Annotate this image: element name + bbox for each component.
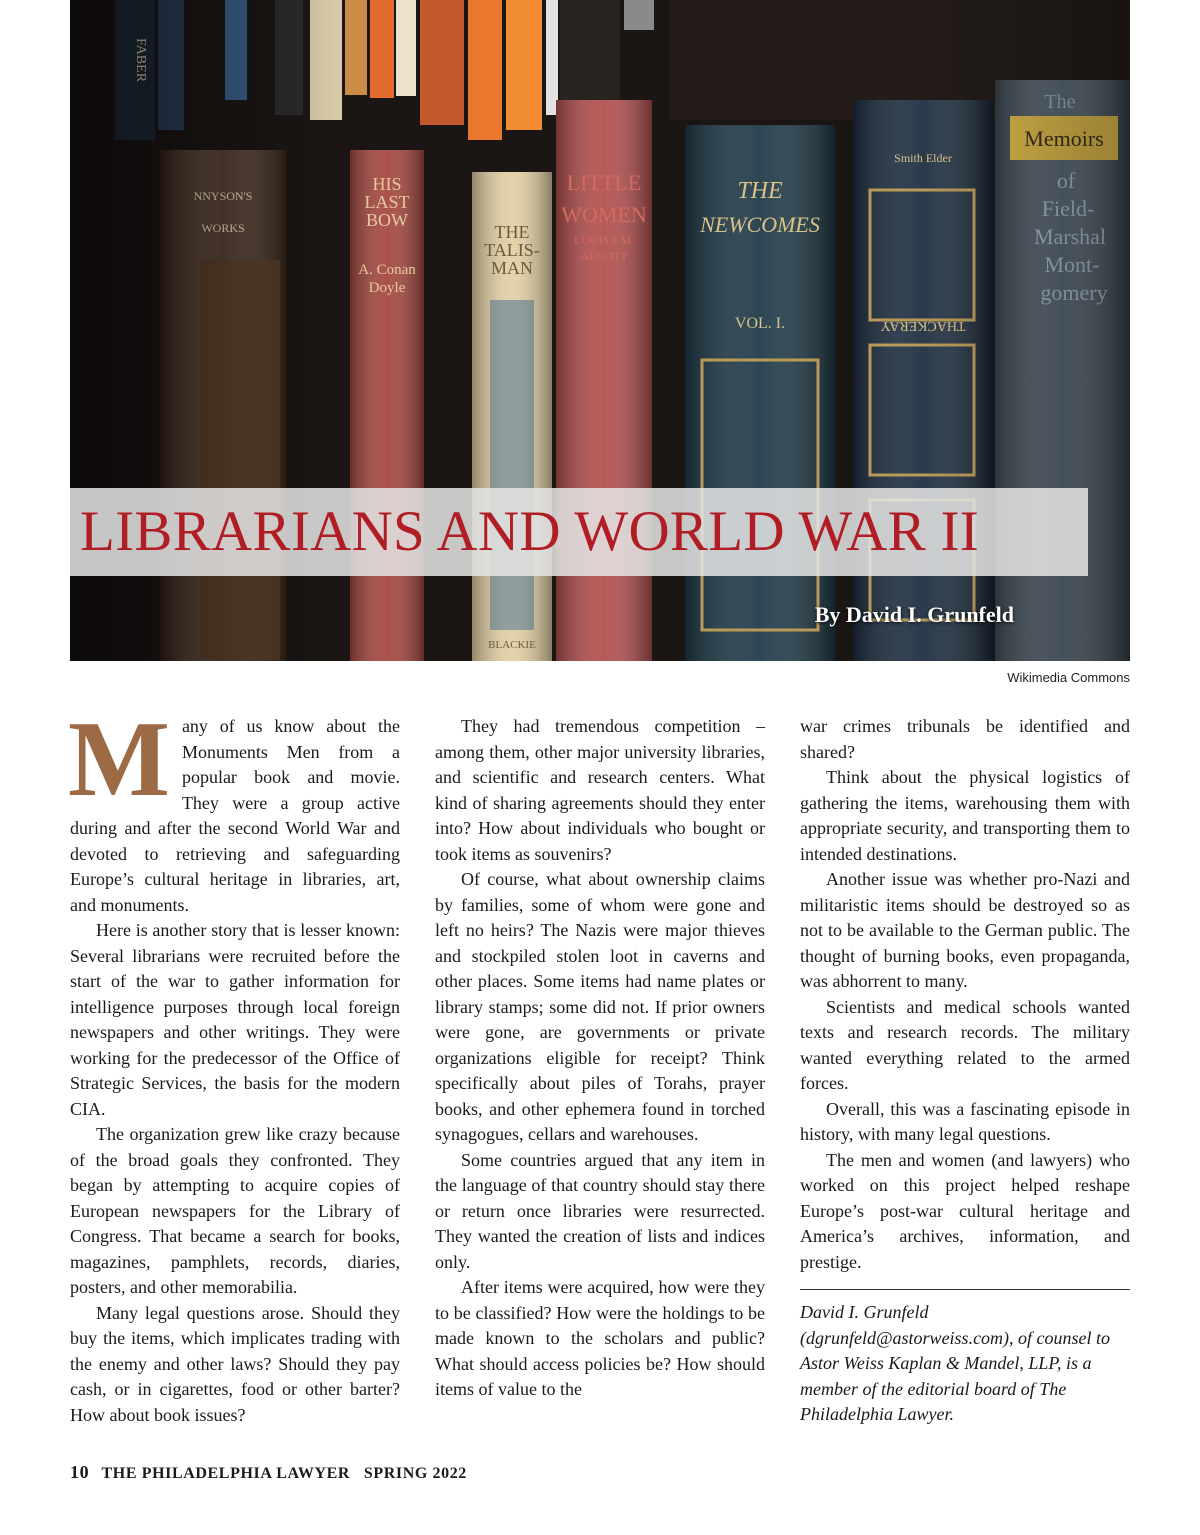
author-bio: David I. Grunfeld (dgrunfeld@astorweiss.com), of counsel to Astor Weiss Kaplan & Mandel, LLP, is a member of the editorial board of The Philadelphia Lawyer.	[800, 1302, 1111, 1424]
paragraph: Here is another story that is lesser known: Several librarians were recruited before the start of the war to gather information for intelligence purposes through local foreign newspapers and other writings. They were working for the predecessor of the Office of Strategic Services, the basis for the modern CIA.	[70, 920, 400, 1119]
article-title: LIBRARIANS AND WORLD WAR II	[80, 500, 980, 563]
hero-photo	[70, 0, 1130, 661]
paragraph: Overall, this was a fascinating episode in history, with many legal questions.	[800, 1098, 1130, 1144]
paragraph: The organization grew like crazy because of the broad goals they confronted. They began by attempting to acquire copies of European newspapers for the Library of Congress. That became a search for books, magazines, pamphlets, records, diaries, posters, and other memorabilia.	[70, 1124, 400, 1297]
column-2	[435, 714, 765, 1403]
page-number: 10	[70, 1462, 90, 1482]
issue-date: SPRING 2022	[363, 1465, 467, 1482]
paragraph: Many legal questions arose. Should they buy the items, which implicates trading with the enemy and other laws? Should they pay cash, or in cigarettes, food or other barter? How about book issues?	[70, 1302, 400, 1425]
column-1	[68, 700, 400, 1428]
paragraph: Think about the physical logistics of gathering the items, warehousing them with appropriate security, and transporting them to intended destinations.	[800, 767, 1130, 864]
paragraph: After items were acquired, how were they to be classified? How were the holdings to be made known to the scholars and public? What should access policies be? How should items of value to the	[435, 1277, 765, 1399]
paragraph: They had tremendous competition – among them, other major university libraries, and scientific and research centers. What kind of sharing agreements should they enter into? How about individuals who bought or took items as souvenirs?	[435, 716, 765, 864]
paragraph: Scientists and medical schools wanted texts and research records. The military wanted everything related to the armed forces.	[800, 996, 1130, 1093]
paragraph: Many of us know about the Monuments Men from a popular book and movie. They were a group active during and after the second World War and devoted to retrieving and safeguarding Europe’s cultural heritage in libraries, art, and monuments.	[68, 700, 400, 915]
page-footer	[70, 1462, 467, 1483]
column-3	[800, 714, 1130, 1428]
drop-cap: M	[68, 700, 170, 819]
publication-name: THE PHILADELPHIA LAWYER	[101, 1465, 351, 1482]
paragraph: Some countries argued that any item in the language of that country should stay there or return once libraries were resurrected. They wanted the creation of lists and indices only.	[435, 1149, 765, 1272]
paragraph: Of course, what about ownership claims by families, some of whom were gone and left no heirs? The Nazis were major thieves and stockpiled stolen loot in caverns and other places. Some items had name plates or library stamps; some did not. If prior owners were gone, are governments or private organizations eligible for receipt? Think specifically about piles of Torahs, prayer books, and other ephemera found in torched synagogues, cellars and warehouses.	[435, 869, 765, 1144]
paragraph: war crimes tribunals be identified and shared?	[800, 716, 1130, 762]
byline: By David I. Grunfeld	[814, 602, 1014, 627]
bio-divider	[800, 1289, 1130, 1290]
paragraph: Another issue was whether pro-Nazi and militaristic items should be destroyed so as not to be available to the German public. The thought of burning books, even propaganda, was abhorrent to many.	[800, 869, 1130, 991]
title-band	[70, 488, 1088, 576]
paragraph: The men and women (and lawyers) who worked on this project helped reshape Europe’s post-war cultural heritage and America’s archives, information, and prestige.	[800, 1149, 1130, 1272]
photo-credit: Wikimedia Commons	[1007, 670, 1130, 685]
